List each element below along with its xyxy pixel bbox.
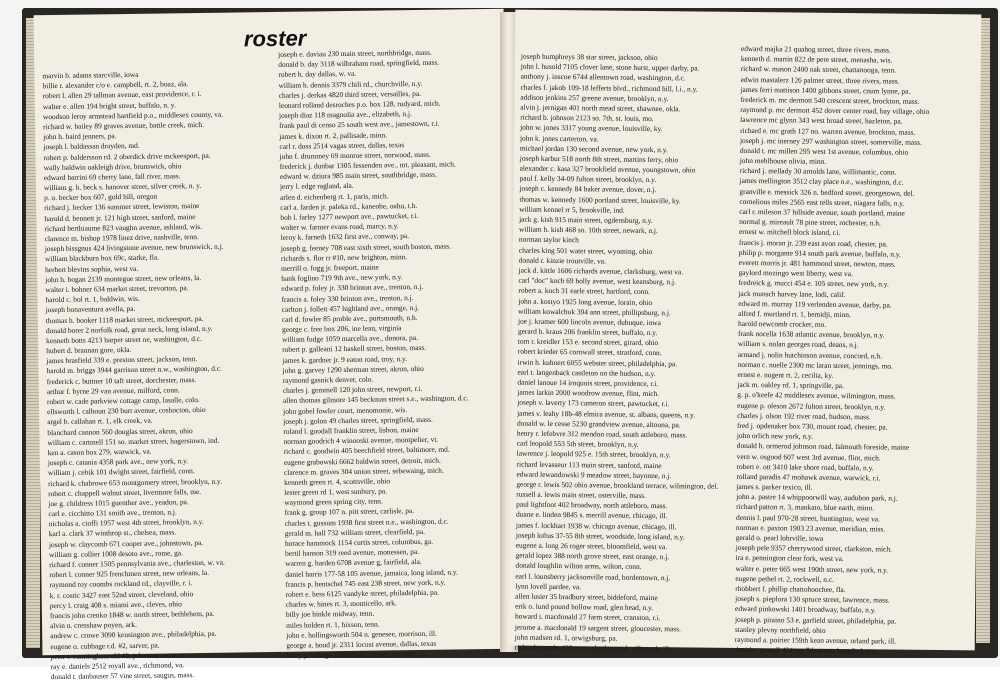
roster-entry: karl a. clark 37 winthrop st., chelsea, mass. xyxy=(48,527,177,539)
roster-entry: john orlich new york, n.y. xyxy=(736,431,814,441)
roster-entry: erik o. lund pound hollow road, glen head, n.y. xyxy=(515,601,654,613)
roster-entry: james larkin 2000 woodrow avenue, flint, mich. xyxy=(517,387,660,399)
roster-entry: edward p. foley jr. 330 brinton ave., trenton, n.j. xyxy=(281,282,424,294)
roster-entry: charles j. gemmell 120 john street, newport, r.i. xyxy=(282,384,423,396)
roster-entry: granville e. messick 326 n. bedford street, georgetown, del. xyxy=(739,186,915,198)
roster-entry: allen thomas gilmore 145 beckman street s.e., washington, d.c. xyxy=(282,393,469,406)
roster-entry: dennis l. paul 970-28 street, huntington, west va. xyxy=(735,512,880,524)
roster-entry: kenneth botts 4213 harper street ne, washington, d.c. xyxy=(46,333,202,346)
roster-entry: frederick c. buttner 10 taft street, dorchester, mass. xyxy=(46,374,197,386)
roster-entry: joseph loftus 37-55 8th street, woodside, long island, n.y. xyxy=(515,530,685,542)
roster-entry: hank foglino 719 9th ave., new york, n.y. xyxy=(281,272,403,284)
roster-entry: richard k. chabrowe 653 montgomery street, brooklyn, n.y. xyxy=(48,476,223,488)
roster-entry: donald w. le cesse 5230 grandview avenue, altoona, pa. xyxy=(516,418,681,430)
roster-entry: joseph g. feeney 708 east sixth street, south boston, mass. xyxy=(280,241,452,253)
roster-entry: harold newcomb crocker, mo. xyxy=(738,318,827,329)
roster-entry: eugene p. oleson 2672 fulton street, brooklyn, n.y. xyxy=(737,400,886,412)
roster-entry: joseph humphreys 38 star street, jackson, ohio xyxy=(520,51,658,63)
roster-entry: norman e. paxton 1903 23 avenue, meridian, miss. xyxy=(735,522,886,534)
roster-entry: norman taylor kinch xyxy=(518,235,579,245)
roster-entry: vern w. osgood 607 west 3rd avenue, flint, mich. xyxy=(736,451,881,462)
roster-entry: james brasfield 339 e. preston street, jackson, tenn. xyxy=(46,354,198,366)
roster-entry: charles j. olson 192 river road, hudson, mass. xyxy=(737,410,871,422)
roster-entry: james v. leahy 18b-48 elmira avenue, st. albans, queens, n.y. xyxy=(517,408,696,420)
roster-entry: gerald m. hall 732 william street, clearfield, pa. xyxy=(284,526,426,538)
roster-entry: harold m. briggs 3944 garrison street n.w., washington, d.c. xyxy=(46,364,223,376)
roster-entry: george a. hood jr. 2311 locust avenue, dallas, texas xyxy=(286,638,437,650)
roster-entry: rolland paradis 47 mohawk avenue, warwick, r.i. xyxy=(736,471,881,483)
roster-entry: philip p. morgante 914 south park avenue, buffalo, n.y. xyxy=(738,247,901,259)
roster-entry: irwin h. kuhnert 6055 webster street, philadelphia, pa. xyxy=(517,357,678,368)
roster-entry: henry r. lefebvre 312 mendon road, south attleboro, mass. xyxy=(516,428,688,440)
roster-entry: robert h. day dallas, w. va. xyxy=(278,69,357,80)
roster-entry: robert krieder 65 cornwall street, stratford, conn. xyxy=(517,347,662,358)
roster-entry: joseph bonaventura avella, pa. xyxy=(45,304,136,315)
roster-entry: robert p. galleani 12 haskell street, boston, mass. xyxy=(282,343,427,355)
roster-entry: robert w. cade parkview cottage camp, lasalle, colo. xyxy=(46,395,200,407)
roster-entry: walter e. allen 194 bright street, buffalo, n. y. xyxy=(42,99,176,111)
roster-entry: ellsworth l. calhoun 230 burt avenue, coshocton, ohio xyxy=(47,405,206,417)
roster-entry: john h. baird jenners, pa. xyxy=(43,131,117,142)
roster-entry: bertil hanson 319 reed avenue, monessen, pa. xyxy=(285,547,420,559)
roster-entry: joseph c. kennedy 84 baker avenue, dover, n.j. xyxy=(519,184,657,195)
roster-entry: raymond a. poirier 159th kean avenue, orland park, ill. xyxy=(734,634,897,646)
roster-entry: john w. jones 3317 young avenue, louisville, ky. xyxy=(520,122,663,134)
roster-entry: peter r. cunningham rfd #2, johnson, vermont xyxy=(50,649,185,661)
roster-column-2 xyxy=(278,47,472,661)
roster-entry: george r. lewis 502 ohio avenue, brookland terrace, wilmington, del. xyxy=(516,479,719,491)
roster-entry: joe j. kramer 600 lincoln avenue, dubuque, iowa xyxy=(518,316,661,327)
roster-entry: john a. pastre 14 whippoorwill way, audubon park, n.j. xyxy=(736,492,898,503)
roster-entry: tom r. kreidler 153 e. second street, girard, ohio xyxy=(517,336,659,348)
roster-entry: clarence m. bishop 1978 linez drive, nashville, tenn. xyxy=(44,232,199,244)
roster-entry: edward w. dziura 985 main street, southbridge, mass. xyxy=(279,169,437,182)
roster-entry: jerry l. edge ragland, ala. xyxy=(279,181,354,192)
roster-entry: joseph karbur 518 north 8th street, martins ferry, ohio xyxy=(519,153,679,165)
roster-entry: alfred f. murtland rt. 1, bemidji, minn. xyxy=(738,308,851,319)
roster-entry: g. p. o'keefe 42 middlesex avenue, wilmington, mass. xyxy=(737,390,896,401)
roster-entry: eugene a. long 26 roger street, bloomfield, west va. xyxy=(515,540,668,552)
roster-entry: p. o. becker box 607, gold hill, oregon xyxy=(44,191,158,203)
roster-entry: kenneth green rt. 4, scottsville, ohio xyxy=(284,476,391,487)
roster-entry: leroy k. farneth 1632 first ave., conway, pa. xyxy=(280,231,410,243)
roster-entry: miles holden rt. 1, hixson, tenn. xyxy=(286,619,380,630)
roster-entry: edward barrini 69 cherry lane, fall river, mass. xyxy=(43,171,181,183)
roster-entry: fredreick g. mucci 454 e. 105 street, new york, n.y. xyxy=(738,278,889,289)
roster-entry: william g. collier 1008 desoto ave., rome, ga. xyxy=(49,548,183,559)
roster-entry: duane e. linden 9845 s. merrill avenue, chicago, ill. xyxy=(516,510,668,521)
roster-entry: james ferri mattison 1400 gibbons street, cnum lynne, pa. xyxy=(740,84,911,96)
roster-entry: percy l. craig 408 s. miami ave., cleves, ohio xyxy=(49,599,182,610)
roster-entry: gerard h. kraus 206 franklin street, buffalo, n.y. xyxy=(517,326,658,338)
roster-entry: david c. powell 424 no. 7th street, hannibal, mo. xyxy=(734,644,878,656)
roster-entry: george c. free box 206, ine lean, virginia xyxy=(281,323,402,334)
roster-entry: charles w. hines rt. 3, monticello, ark. xyxy=(285,598,397,609)
roster-entry: robert c. chappell walnut street, livermore falls, me. xyxy=(48,486,202,498)
roster-entry: alexander c. kasa 327 brookfield avenue, youngstown, ohio xyxy=(519,163,696,175)
roster-entry: frank paul di censo 25 south west ave., jamestown, r.i. xyxy=(279,118,440,131)
roster-entry: joseph j. golon 49 charles street, springfield, mass. xyxy=(283,414,433,426)
roster-entry: raymond gasnick denver, colo. xyxy=(282,374,374,385)
roster-entry: john k. jones carterton, va. xyxy=(519,133,599,143)
roster-entry: ira e. pennington clear fork, west va. xyxy=(735,553,844,564)
roster-entry: howard i. macdonald 27 farm street, cranston, r.i. xyxy=(514,611,661,623)
roster-entry: merrill o. fogg jr. freeport, maine xyxy=(281,262,379,273)
roster-entry: arlen d. eichenberg rt. 1, paris, mich. xyxy=(280,190,389,202)
roster-entry: richard f. conner 1505 pennsylvania ave., charleston, w. va. xyxy=(49,557,225,570)
roster-entry: bob l. farley 1277 newport ave., pawtucket, r.i. xyxy=(280,210,419,222)
roster-entry: wally baldwin oakleigh drive, brunswick, ohio xyxy=(43,160,182,172)
roster-entry: jerome a. macdonald 19 sargent street, gloucester, mass. xyxy=(514,622,681,633)
roster-entry: richard c. goodwin 405 beechfield street, baltimore, md. xyxy=(283,444,450,457)
roster-entry: richard j. mellady 30 arnolds lane, willimantic, conn. xyxy=(739,166,897,177)
roster-entry: edward m. murray 119 verlenden avenue, darby, pa. xyxy=(738,298,892,310)
roster-entry: donald t. mc millen 295 west 1st avenue, columbus, ohio xyxy=(739,145,909,157)
roster-entry: joe g. childress 1015 guenther ave., yeadon, pa. xyxy=(48,497,189,509)
roster-entry: joseph p. piraino 53 e. garfield street, philadelphia, pa. xyxy=(734,614,897,626)
roster-entry: francis j. moran jr. 239 east avon road, chester, pa. xyxy=(738,237,888,249)
roster-entry: richard e. mc grath 127 no. warren avenue, brockton, mass. xyxy=(740,125,916,137)
roster-entry: roland l. goodall franklin street, lisbon, maine xyxy=(283,424,419,436)
roster-entry: john madsen rd. 1, orwigsburg, pa. xyxy=(514,632,618,643)
roster-entry: richard w. bailey 89 graves avenue, battle creek, mich. xyxy=(43,119,204,132)
roster-entry: nicholas a. cioffi 1957 west 4th street, brooklyn, n.y. xyxy=(48,517,204,529)
roster-entry: michael jordan 130 second avenue, new york, n.y. xyxy=(519,143,668,154)
roster-entry: walter w. farmer evans road, marcy, n.y. xyxy=(280,221,399,233)
roster-entry: edward lewandowski 9 meadow street, bayonne, n.j. xyxy=(516,469,672,480)
roster-entry: ernest w. mitchell block island, r.i. xyxy=(738,227,841,238)
roster-entry: harry j. hulings 23 bachelier street, newport, r.i. xyxy=(286,648,427,660)
roster-entry: addison jenkins 257 greene avenue, brooklyn, n.y. xyxy=(520,92,669,103)
roster-entry: arthur f. byrne 29 van avenue, milford, conn. xyxy=(46,385,180,396)
roster-entry: robert l. allen 29 tallman avenue, east providence, r. i. xyxy=(42,89,202,101)
roster-entry: woodson leroy armstead hartfield p.o., middlesex county, va. xyxy=(42,109,224,121)
roster-entry: walter e. peter 665 west 190th street, new york, n.y. xyxy=(735,563,889,575)
roster-entry: anthony j. inscoe 6744 allentown road, washington, d.c. xyxy=(520,72,686,83)
roster-entry: lynn lovell pardee, va. xyxy=(515,581,582,592)
roster-entry: joseph bissgnus 424 livingstone avenue, new brunswick, n.j. xyxy=(44,241,224,254)
roster-entry: thomas h. booker 1118 market street, mckeesport, pa. xyxy=(45,313,204,325)
roster-entry: robert p. baldersson rd. 2 oberdick drive mckeesport, pa. xyxy=(43,150,211,162)
roster-entry: earl t. langenback castleton on the hudson, n.y. xyxy=(517,367,656,378)
roster-entry: alvin j. jernigan 401 north mead street, shawnee, okla. xyxy=(520,102,681,114)
roster-entry: william blackburn box 69c, starke, fla. xyxy=(44,252,160,264)
roster-entry: jack m. oakley rd. 1, springville, pa. xyxy=(737,380,845,391)
roster-entry: raymond roy coombs rockland rd., clayville, r. i. xyxy=(49,578,193,590)
roster-column-1 xyxy=(42,69,231,683)
roster-entry: frederick m. mc dermott 540 crescent street, brockton, mass. xyxy=(740,94,920,106)
roster-entry: daniel lanoue 14 iroquois street, providence, r.i. xyxy=(517,377,659,389)
right-page xyxy=(509,10,982,656)
roster-entry: thomas w. kennedy 1600 portland street, louisville, ky. xyxy=(519,194,681,205)
roster-entry: edwin mastalerz 126 palmer street, three rivers, mass. xyxy=(740,74,900,86)
roster-entry: joseph w. claycomb 671 cooper ave., johnstown, pa. xyxy=(48,537,204,549)
roster-entry: raymond p. mc dermott 452 dover center road, bay village, ohio xyxy=(740,105,930,117)
roster-entry: armand j. nolin hutchinson avenue, concord, n.h. xyxy=(737,349,883,361)
roster-entry: joseph s. pieplora 130 spruce street, lawrence, mass. xyxy=(735,594,890,605)
roster-entry: james mellington 3512 clay place n.e., washington, d.c. xyxy=(739,176,904,188)
roster-entry: marvin b. adams starcville, iowa xyxy=(42,69,139,81)
roster-entry: william c. cartmell 151 so. market street, hagerstown, ind. xyxy=(47,435,220,447)
roster-entry: donald borer 2 norfolk road, great neck, long island, n.y. xyxy=(45,323,213,335)
roster-entry: lawrence j. leopold 925 e. 15th street, brooklyn, n.y. xyxy=(516,448,671,460)
roster-entry: hubert d. brannan gore, okla. xyxy=(46,345,132,356)
roster-entry: normal g. mireault 78 pine street, rochester, n.h. xyxy=(739,217,881,228)
roster-entry: robert e. ott 3410 lake shore road, buffalo, n.y. xyxy=(736,461,874,473)
roster-column-4 xyxy=(735,44,930,657)
roster-entry: carl d. fowler 85 proble ave., portsmouth, n.h. xyxy=(281,312,418,324)
roster-entry: warren g. harden 6708 avenue g, fairfield, ala. xyxy=(285,557,422,569)
roster-entry: russell a. lewis main street, osterville, mass. xyxy=(516,489,647,501)
roster-entry: paul lightfoot 402 broadway, north attleboro, mass. xyxy=(516,499,668,511)
roster-entry: k. r. costic 3427 east 52nd street, cleveland, ohio xyxy=(49,588,194,600)
roster-entry: charles t. gussum 1938 first street n.e., washington, d.c. xyxy=(284,516,449,528)
roster-entry: william g. h. beck s. hanover street, silver creek, n. y. xyxy=(43,181,202,193)
roster-entry: carlton j. follett 457 highland ave., orange, n.j. xyxy=(281,302,420,314)
roster-entry: norman c. nuelle 2300 mc laran street, jennings, mo. xyxy=(737,359,893,371)
roster-entry: william s. nolan georges road, deans, n.j. xyxy=(737,339,859,350)
roster-entry: joseph j. mc inerney 297 washington street, somerville, mass. xyxy=(739,135,922,147)
roster-entry: carl "doc" koch 69 holly avenue, west keansburg, n.j. xyxy=(518,275,676,287)
roster-entry: daniel harris 177-58 105 avenue, jamaica, long island, n.y. xyxy=(285,567,458,579)
roster-entry: edward majka 21 quahog street, three rivers, mass. xyxy=(740,43,891,55)
roster-entry: charles king 501 water street, wyoming, ohio xyxy=(518,245,653,256)
roster-entry: charles f. jakob 109-18 lefferts blvd., richmond hill, l.i., n.y. xyxy=(520,82,698,94)
roster-entry: william h. dennis 3379 chili rd., churchville, n.y. xyxy=(278,78,423,90)
roster-entry: lawrence mc glynn 343 west broad street, hazleton, pa. xyxy=(740,115,903,126)
roster-entry: blanchard cannon 560 douglas street, akron, ohio xyxy=(47,425,193,437)
roster-entry: eugene pethel rt. 2, rockwell, n.c. xyxy=(735,573,834,584)
roster-entry: richard berthiaume 823 vaughn avenue, ashland, wis. xyxy=(44,221,203,233)
roster-entry: andrew c. crowe 3090 kensington ave., philadelphia, pa. xyxy=(50,629,217,641)
roster-entry: james f. lockhart 1938 w. chicago avenue, chicago, ill. xyxy=(515,520,677,531)
roster-entry: gerald lopez 388 north grove street, east orange, n.j. xyxy=(515,550,670,562)
roster-entry: donald b. day 3118 wilbraham road, springfield, mass. xyxy=(278,57,440,70)
roster-entry: billie r. alexander c/o e. campbell, rt. 2, boaz, ala. xyxy=(42,79,189,91)
roster-entry: stanley plevny northfield, ohio xyxy=(734,624,826,635)
roster-entry: john g. garvey 1290 sherman street, akron, ohio xyxy=(282,363,424,375)
roster-entry: joseph diaz 118 magnolia ave., elizabeth, n.j. xyxy=(278,109,412,121)
roster-entry: lester green rd 1, west sunbury, pa. xyxy=(284,486,388,497)
roster-entry: richard b. johnson 2123 so. 7th, st. louis, mo. xyxy=(520,112,654,124)
roster-entry: william h. kish 468 so. 10th street, newark, n.j. xyxy=(518,224,658,236)
roster-entry: clarence m. graves 304 union street, sebewaing, mich. xyxy=(283,465,444,477)
roster-entry: richard levasseur 113 main street, sanford, maine xyxy=(516,459,662,470)
roster-entry: donald t. danbauser 57 vine street, saugus, mass. xyxy=(50,670,195,682)
roster-entry: richard j. becker 136 summer street, lewiston, maine xyxy=(44,201,200,213)
roster-entry: everett morris jr. 481 hammond street, newton, mass. xyxy=(738,257,896,269)
roster-entry: francis p. hentschel 745 east 238 street, new york, n.y. xyxy=(285,577,446,589)
roster-entry: walter i. bohner 634 market street, trevorton, pa. xyxy=(45,283,189,295)
roster-entry: francis a. foley 330 brinton ave., trenton, n.j. xyxy=(281,292,414,304)
page-heading: roster xyxy=(243,25,307,52)
roster-entry: carl r. mileson 37 hillside avenue, south portland, maine xyxy=(739,206,905,218)
roster-entry: allen lusier 35 bradbury street, biddeford, maine xyxy=(515,591,658,603)
roster-entry: harold c. bol rt. 1, baldwin, wis. xyxy=(45,293,140,305)
roster-entry: carl r. doss 2514 vagas street, dallas, texas xyxy=(279,139,405,151)
roster-entry: jack d. kittle 1606 richards avenue, clarksburg, west va. xyxy=(518,265,684,277)
roster-entry: joseph v. laverty 173 cameron street, pawtucket, r.i. xyxy=(517,397,670,409)
roster-entry: john mehlhouse olivia, minn. xyxy=(739,155,827,166)
roster-entry: donald loughlin wilton arms, wilton, conn. xyxy=(515,560,642,572)
roster-entry: waymond green spring city, tenn. xyxy=(284,496,383,508)
roster-entry: gaylord mozingo west liberty, west va. xyxy=(738,268,853,279)
roster-entry: joseph e. daviau 230 main street, northbridge, mass. xyxy=(278,47,432,59)
roster-entry: richard patton rt. 3, mankato, blue earth, minn. xyxy=(736,502,875,513)
roster-entry: joseph c. catania 4358 park ave., new york, n.y. xyxy=(47,456,189,468)
roster-entry: frank g. group 107 n. pitt street, carlisle, pa. xyxy=(284,506,415,518)
roster-entry: billy joe hinkle midway, tenn. xyxy=(285,608,375,620)
roster-entry: rhobbert f. phillip chattohoochee, fla. xyxy=(735,583,846,595)
roster-entry: richard w. mason 2400 oak street, chattanooga, tenn. xyxy=(740,64,897,75)
roster-entry: francis john crenko 1848 w. north street, bethlehem, pa. xyxy=(49,608,215,621)
roster-entry: joseph l. baldassan drayden, md. xyxy=(43,141,140,152)
roster-entry: earl l. lounsberry jacksonville road, bordentown, n.j. xyxy=(515,571,671,582)
roster-entry: donald h. ormerod johnson road, falmouth foreside, maine xyxy=(736,441,910,453)
left-page xyxy=(34,9,513,682)
roster-entry: fred j. opdenaker box 730, mount road, chester, pa. xyxy=(736,420,888,432)
roster-entry: richard a. mahr 430 w. st. charles road, villa park, ill. xyxy=(514,642,672,654)
roster-entry: herbert blevins sophia, west va. xyxy=(45,263,139,274)
roster-entry: robert e. hess 6125 vandyke street, philadelphia, pa. xyxy=(285,587,440,599)
roster-entry: robert a. koch 31 earle street, hartford, conn. xyxy=(518,285,650,297)
roster-entry: carl e. cicchitto 131 smith ave., trenton, n.j. xyxy=(48,507,177,519)
roster-entry: donald r. kinzie troutville, va. xyxy=(518,255,606,266)
roster-entry: james s. parker texico, ill. xyxy=(736,481,813,492)
roster-entry: john a. kostyo 1925 long avenue, lorain, ohio xyxy=(518,296,653,307)
roster-entry: carl a. farden jr. paleka rd., kaneohe, oahu, t.h. xyxy=(280,200,418,212)
roster-entry: horace hammock 1154 curtis street, columbus, ga. xyxy=(284,536,434,548)
roster-column-3 xyxy=(515,52,723,655)
roster-entry: harold d. bennett jr. 121 high street, sanford, maine xyxy=(44,211,196,223)
roster-entry: gerald o. pearl lohrville, iowa xyxy=(735,532,824,543)
roster-entry: leonard rolland desroches p.o. box 128, rudyard, mich. xyxy=(278,98,441,110)
roster-entry: jack munsch harvey lane, lodi, calif. xyxy=(738,288,846,299)
roster-entry: joseph pele 9357 cherrywood street, clarkston, mich. xyxy=(735,543,892,554)
roster-entry: charles j. derkas 4820 third street, versailles, pa. xyxy=(278,88,421,100)
roster-entry: paul f. kelly 34-09 fulton street, brooklyn, n.y. xyxy=(519,173,657,185)
roster-entry: william kowalchuk 394 ann street, phillipsburg, n.j. xyxy=(518,306,671,317)
roster-entry: john gobel fowler court, menomonie, wis. xyxy=(283,404,408,416)
roster-entry: jack g. kish 915 main street, ogdensburg, n.y. xyxy=(519,214,653,226)
roster-entry: john f. drummey 69 monroe street, norwood, mass. xyxy=(279,149,431,161)
roster-entry: james k. dixon rt. 2, pallisade, minn. xyxy=(279,129,388,141)
roster-entry: cornelious miles 2565 east tells street, niagara falls, n.y. xyxy=(739,196,905,208)
roster-entry: william kennel rr 5, brookville, ind. xyxy=(519,204,625,215)
roster-entry: eugene o. cubbage r.d. #2, sarver, pa. xyxy=(50,640,160,651)
roster-entry: william fudge 1059 marcella ave., donora, pa. xyxy=(282,333,419,345)
roster-entry: william j. cebik 101 dwight street, fairfield, conn. xyxy=(47,466,195,478)
roster-entry: ken a. cason box 279, warwick, va. xyxy=(47,446,152,458)
roster-entry: eugene grabowski 6662 baldwin street, detroit, mich. xyxy=(283,455,441,467)
roster-entry: ray e. daniels 2512 royall ave., richmond, va. xyxy=(50,660,185,672)
roster-entry: carl leopold 553 5th street, brooklyn, n.y. xyxy=(516,438,639,450)
roster-entry: john h. bogan 2139 montegue street, new orleans, la. xyxy=(45,272,202,284)
roster-entry: frank nocella 1638 atlantic avenue, brooklyn, n.y. xyxy=(737,329,885,340)
roster-entry: richards s. flor rr #10, new brighton, minn. xyxy=(280,251,408,263)
roster-entry: argel b. callahan rt. 1, elk creek, va. xyxy=(47,416,153,427)
roster-entry: robert l. conner 925 frenchmen street, new orleans, la. xyxy=(49,568,210,580)
roster-entry: john l. husold 7105 clover lane, stone hurst, upper darby, pa. xyxy=(520,61,700,73)
roster-entry: alvin n. crenshaw poyen, ark. xyxy=(50,620,137,631)
roster-entry: john e. hollingsworth 504 n. genesee, morrison, ill. xyxy=(286,628,437,640)
roster-entry: ernest e. nugent rt. 2, cecilia, ky. xyxy=(737,369,834,380)
roster-entry: james k. gardner jr. 9 eaton road, troy, n.y. xyxy=(282,353,408,365)
roster-entry: edward pinkowski 1401 broadway, buffalo, n.y. xyxy=(735,604,876,615)
roster-entry: kenneth d. martin 822 de pere street, menasha, wis. xyxy=(740,54,893,65)
roster-entry: norman goodrich 4 winooski avenue, montpelier, vt. xyxy=(283,434,439,446)
roster-entry: frederick j. dunbar 1305 fessenden ave., mt. pleasant, mich. xyxy=(279,159,456,171)
